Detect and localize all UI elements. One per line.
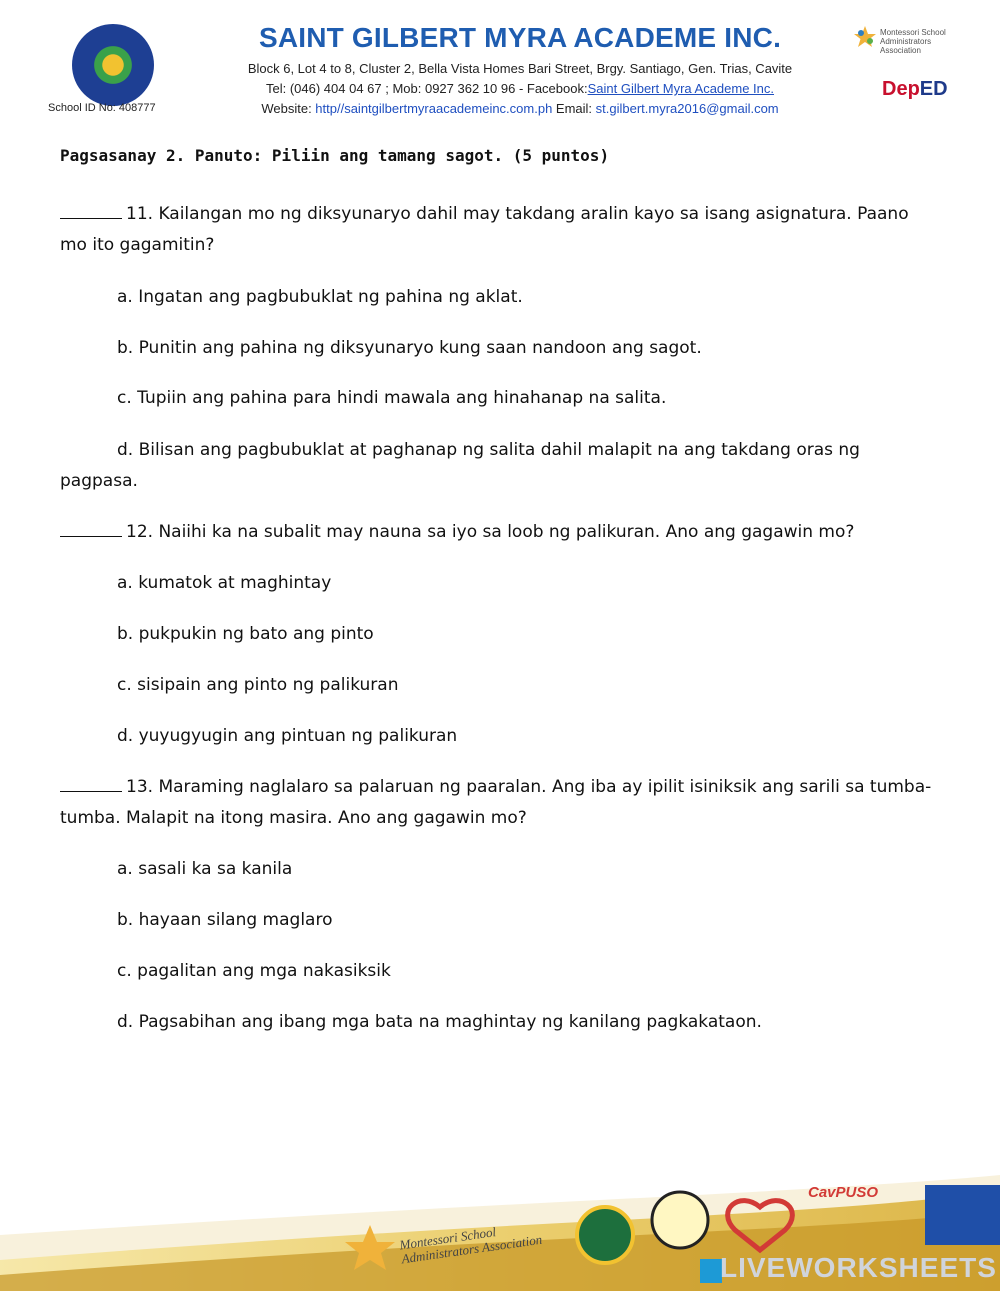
question-12: [60, 517, 940, 548]
website-link[interactable]: http//saintgilbertmyraacademeinc.com.ph: [315, 101, 553, 116]
question-11: [60, 199, 940, 261]
live-badge-icon: [700, 1259, 722, 1283]
contact-phones: Tel: (046) 404 04 67 ; Mob: 0927 362 10 96 - Facebook:: [265, 81, 588, 96]
msaa-logo-text: Montessori School Administrators Association: [880, 28, 946, 55]
option-11-b: b. Punitin ang pahina ng diksyunaryo kung saan nandoon ang sagot.: [117, 338, 702, 358]
contact-line: [0, 81, 1000, 96]
option-12-d: d. yuyugyugin ang pintuan ng palikuran: [117, 726, 458, 746]
question-text: 12. Naiihi ka na subalit may nauna sa iyo sa loob ng palikuran. Ano ang gagawin mo?: [126, 522, 855, 542]
facebook-link[interactable]: Saint Gilbert Myra Academe Inc.: [587, 81, 775, 96]
deped-logo: DepED: [882, 78, 948, 100]
option-12-b: b. pukpukin ng bato ang pinto: [117, 624, 374, 644]
option-12-c: c. sisipain ang pinto ng palikuran: [117, 675, 399, 695]
school-id: School ID No: 408777: [48, 102, 156, 114]
option-11-a: a. Ingatan ang pagbubuklat ng pahina ng aklat.: [117, 287, 523, 307]
footer-msaa-text: Montessori School Administrators Association: [398, 1224, 544, 1267]
seal-2-icon: [652, 1192, 708, 1248]
seal-3-icon: [925, 1185, 1000, 1245]
website-label: Website:: [261, 101, 316, 116]
exercise-instructions: Pagsasanay 2. Panuto: Piliin ang tamang sagot. (5 puntos): [60, 146, 610, 165]
answer-blank-12[interactable]: [60, 518, 122, 537]
option-13-b: b. hayaan silang maglaro: [117, 910, 333, 930]
question-text: 11. Kailangan mo ng diksyunaryo dahil may takdang aralin kayo sa isang asignatura. Paano mo ito gagamitin?: [60, 204, 909, 255]
option-11-d: d. Bilisan ang pagbubuklat at paghanap ng salita dahil malapit na ang takdang oras ng pagpasa.: [60, 440, 860, 491]
answer-blank-13[interactable]: [60, 773, 122, 792]
question-13: [60, 772, 940, 834]
option-13-a: a. sasali ka sa kanila: [117, 859, 293, 879]
school-address: Block 6, Lot 4 to 8, Cluster 2, Bella Vista Homes Bari Street, Brgy. Santiago, Gen. Trias, Cavite: [247, 61, 793, 76]
liveworksheets-watermark: LIVEWORKSHEETS: [720, 1252, 997, 1283]
school-name: SAINT GILBERT MYRA ACADEME INC.: [258, 22, 782, 53]
question-text: 13. Maraming naglalaro sa palaruan ng paaralan. Ang iba ay ipilit isiniksik ang sarili sa tumba-tumba. Malapit na itong masira. Ano ang gagawin mo?: [60, 777, 932, 828]
option-11-c: c. Tupiin ang pahina para hindi mawala ang hinahanap na salita.: [117, 388, 667, 408]
option-13-c: c. pagalitan ang mga nakasiksik: [117, 961, 391, 981]
option-12-a: a. kumatok at maghintay: [117, 573, 332, 593]
answer-blank-11[interactable]: [60, 200, 122, 219]
seal-1-icon: [577, 1207, 633, 1263]
email-link[interactable]: st.gilbert.myra2016@gmail.com: [595, 101, 779, 116]
cavpuso-label: CavPUSO: [808, 1184, 879, 1201]
email-label: Email:: [552, 101, 596, 116]
msaa-star-logo-icon: [852, 24, 878, 50]
option-13-d: d. Pagsabihan ang ibang mga bata na maghintay ng kanilang pagkakataon.: [117, 1012, 762, 1032]
website-line: [0, 101, 1000, 116]
